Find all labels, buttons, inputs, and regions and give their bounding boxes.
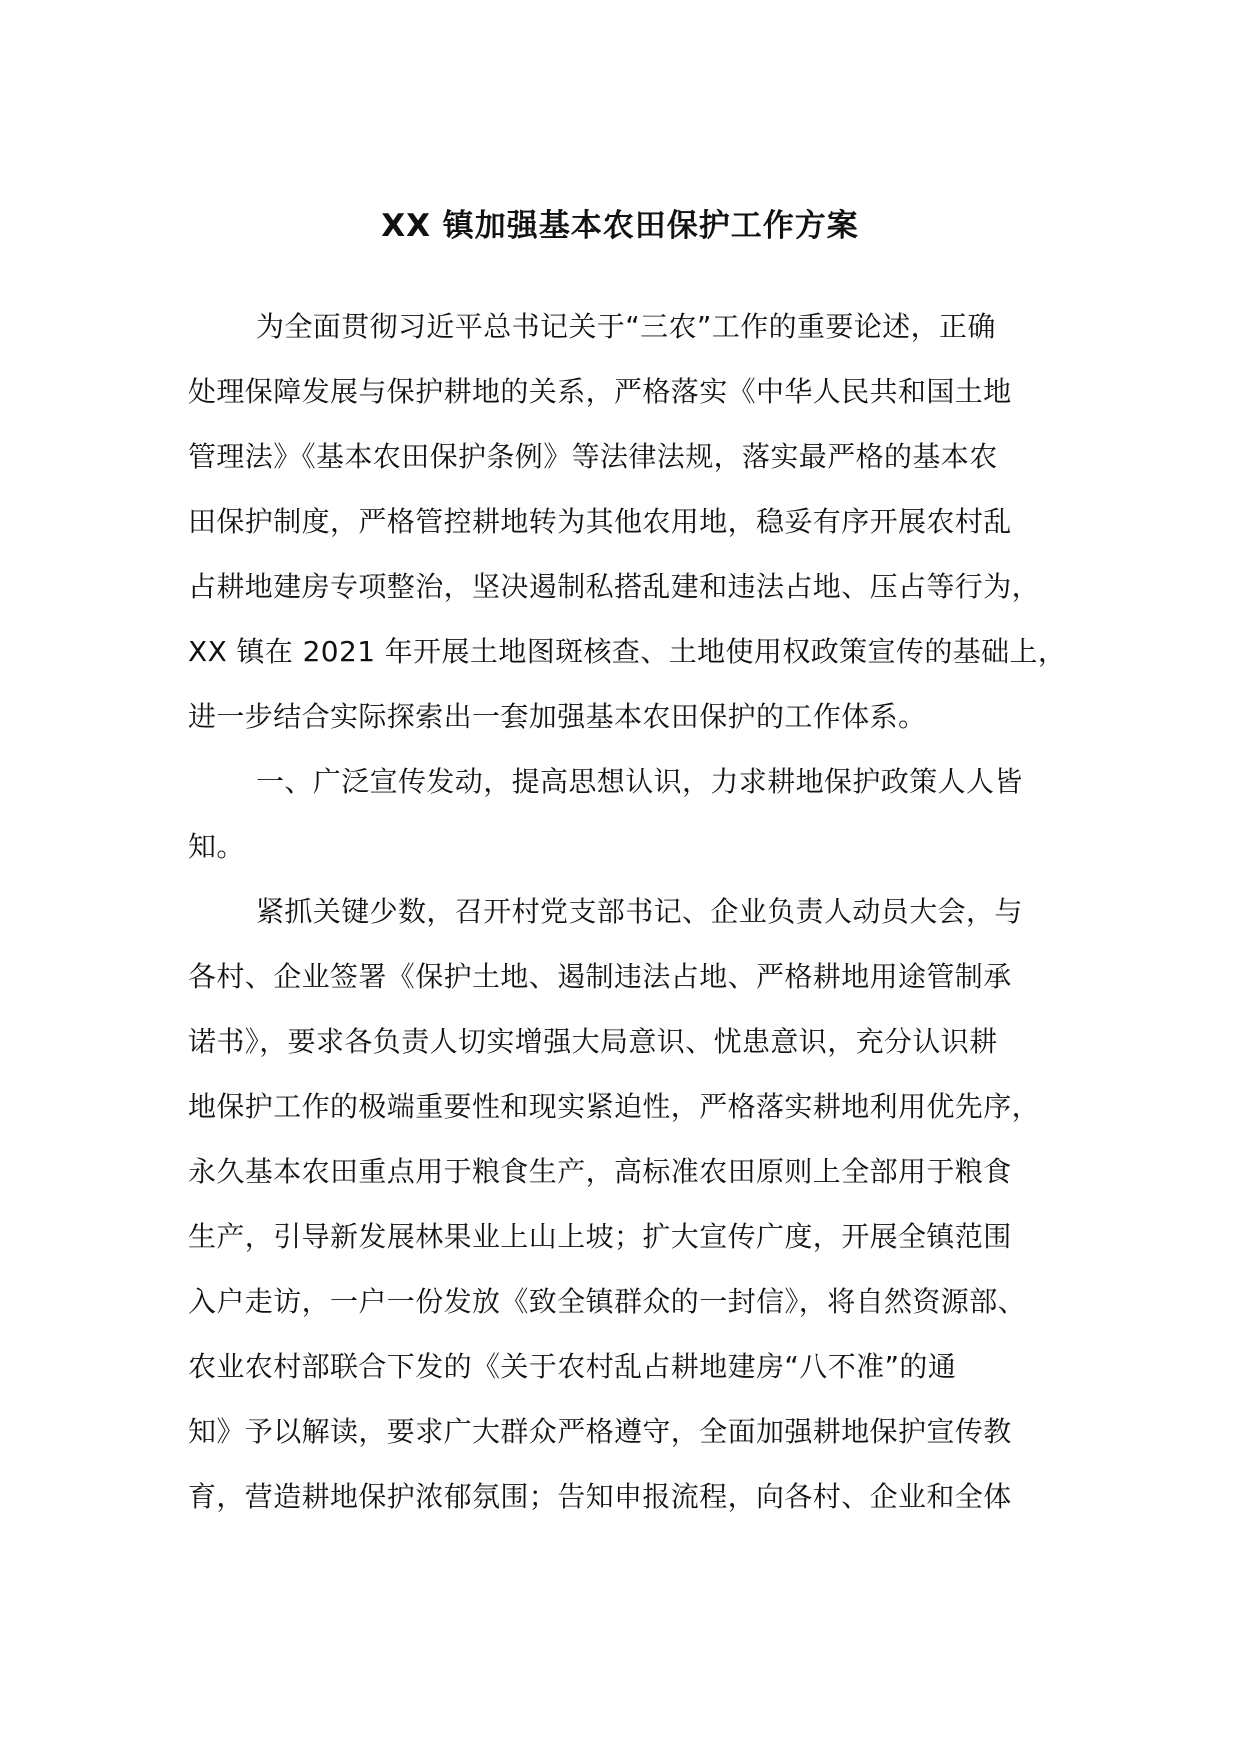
text-line: 知》予以解读，要求广大群众严格遵守，全面加强耕地保护宣传教 — [188, 1415, 1012, 1448]
section-heading-line: 一、广泛宣传发动，提高思想认识，力求耕地保护政策人人皆 — [256, 765, 1023, 798]
text-line: XX 镇在 2021 年开展土地图斑核查、土地使用权政策宣传的基础上， — [188, 635, 1067, 668]
text-line: 农业农村部联合下发的《关于农村乱占耕地建房“八不准”的通 — [188, 1350, 957, 1383]
text-line: 为全面贯彻习近平总书记关于“三农”工作的重要论述，正确 — [256, 310, 996, 343]
document-body — [188, 307, 1068, 1542]
text-line: 生产，引导新发展林果业上山上坡；扩大宣传广度，开展全镇范围 — [188, 1220, 1012, 1253]
text-line: 各村、企业签署《保护土地、遏制违法占地、严格耕地用途管制承 — [188, 960, 1012, 993]
section-heading-line: 知。 — [188, 830, 245, 863]
text-line: 管理法》《基本农田保护条例》等法律法规，落实最严格的基本农 — [188, 440, 998, 473]
text-line: 处理保障发展与保护耕地的关系，严格落实《中华人民共和国土地 — [188, 375, 1012, 408]
text-line: 永久基本农田重点用于粮食生产，高标准农田原则上全部用于粮食 — [188, 1155, 1012, 1188]
text-line: 入户走访，一户一份发放《致全镇群众的一封信》，将自然资源部、 — [188, 1285, 1027, 1318]
text-line: 田保护制度，严格管控耕地转为其他农用地，稳妥有序开展农村乱 — [188, 505, 1012, 538]
text-line: 紧抓关键少数，召开村党支部书记、企业负责人动员大会，与 — [256, 895, 1023, 928]
text-line: 诺书》，要求各负责人切实增强大局意识、忧患意识，充分认识耕 — [188, 1025, 998, 1058]
text-line: 育，营造耕地保护浓郁氛围；告知申报流程，向各村、企业和全体 — [188, 1480, 1012, 1513]
text-line: 地保护工作的极端重要性和现实紧迫性，严格落实耕地利用优先序， — [188, 1090, 1041, 1123]
text-line: 进一步结合实际探索出一套加强基本农田保护的工作体系。 — [188, 700, 927, 733]
text-line: 占耕地建房专项整治，坚决遏制私搭乱建和违法占地、压占等行为， — [188, 570, 1041, 603]
document-title: XX 镇加强基本农田保护工作方案 — [381, 208, 859, 244]
